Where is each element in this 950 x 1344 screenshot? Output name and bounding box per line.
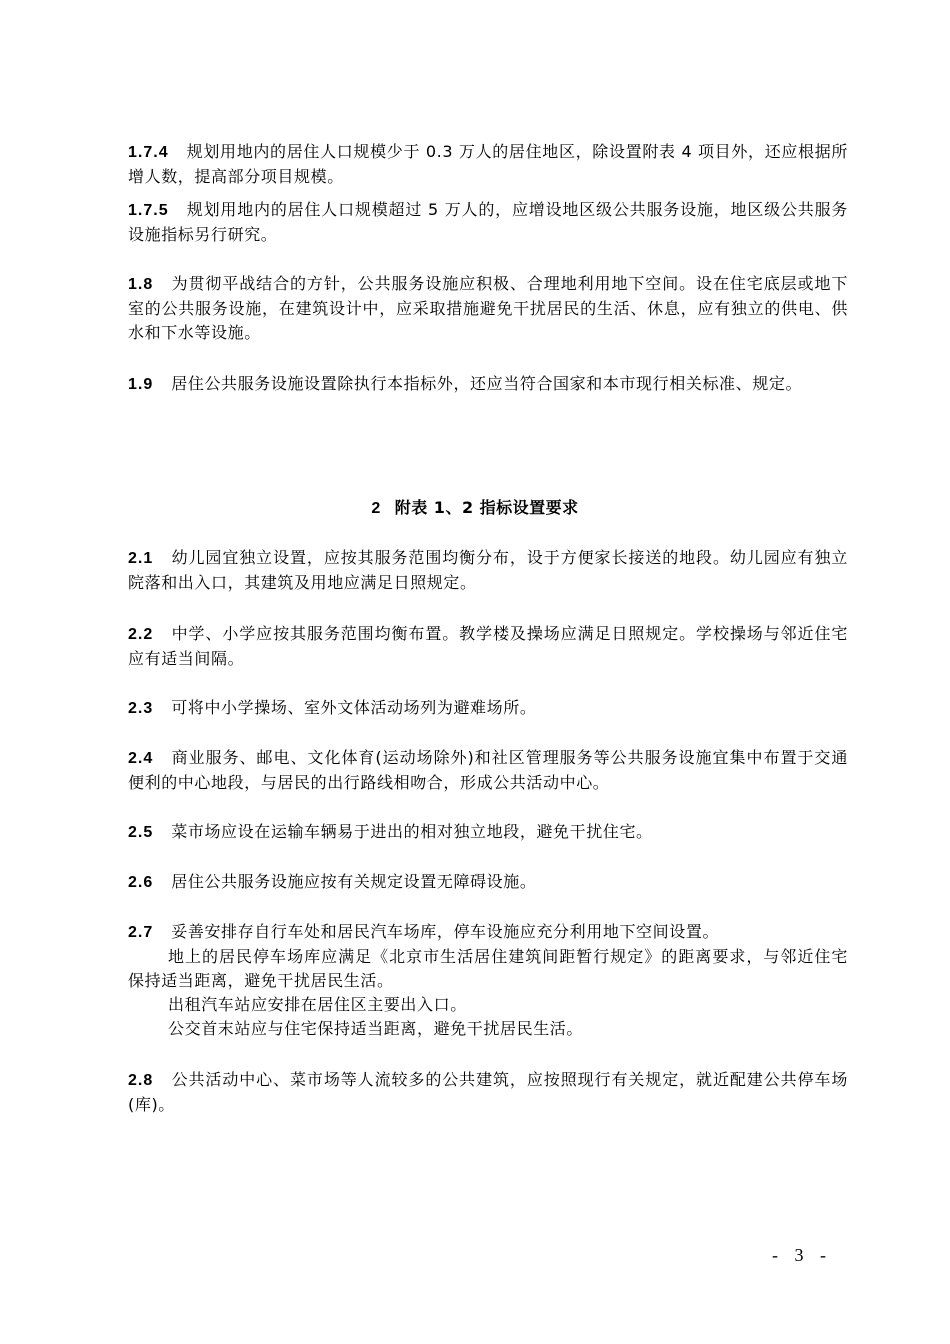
clause-number: 1.9 bbox=[128, 376, 154, 393]
clause-number: 2.4 bbox=[128, 750, 154, 767]
clause-1-7-4 bbox=[128, 140, 848, 189]
section-number: 2 bbox=[371, 500, 381, 517]
clause-number: 1.8 bbox=[128, 276, 154, 293]
clause-number: 2.5 bbox=[128, 824, 154, 841]
clause-text: 妥善安排存自行车处和居民汽车场库，停车设施应充分利用地下空间设置。 bbox=[171, 922, 720, 941]
clause-1-9 bbox=[128, 372, 848, 397]
clause-2-2 bbox=[128, 622, 848, 671]
clause-number: 2.1 bbox=[128, 550, 154, 567]
clause-number: 2.6 bbox=[128, 874, 154, 891]
clause-2-5 bbox=[128, 820, 848, 845]
section-heading bbox=[0, 496, 950, 521]
clause-number: 2.8 bbox=[128, 1072, 154, 1089]
clause-text: 中学、小学应按其服务范围均衡布置。教学楼及操场应满足日照规定。学校操场与邻近住宅应有适当间隔。 bbox=[128, 624, 848, 668]
clause-2-4 bbox=[128, 746, 848, 795]
clause-text: 商业服务、邮电、文化体育(运动场除外)和社区管理服务等公共服务设施宜集中布置于交通便利的中心地段，与居民的出行路线相吻合，形成公共活动中心。 bbox=[128, 748, 848, 792]
clause-number: 2.2 bbox=[128, 626, 154, 643]
clause-1-7-5 bbox=[128, 198, 848, 247]
clause-text: 居住公共服务设施应按有关规定设置无障碍设施。 bbox=[171, 872, 537, 891]
clause-text: 菜市场应设在运输车辆易于进出的相对独立地段，避免干扰住宅。 bbox=[171, 822, 653, 841]
clause-2-8 bbox=[128, 1068, 848, 1117]
page-number: - 3 - bbox=[772, 1245, 832, 1265]
clause-text: 可将中小学操场、室外文体活动场列为避难场所。 bbox=[171, 698, 537, 717]
clause-number: 1.7.4 bbox=[128, 144, 169, 161]
clause-2-7-line-2: 地上的居民停车场库应满足《北京市生活居住建筑间距暂行规定》的距离要求，与邻近住宅保持适当距离，避免干扰居民生活。 bbox=[128, 947, 848, 990]
clause-text: 规划用地内的居住人口规模少于 0.3 万人的居住地区，除设置附表 4 项目外，还应根据所增人数，提高部分项目规模。 bbox=[128, 142, 848, 186]
clause-2-6 bbox=[128, 870, 848, 895]
clause-text: 幼儿园宜独立设置，应按其服务范围均衡分布，设于方便家长接送的地段。幼儿园应有独立院落和出入口，其建筑及用地应满足日照规定。 bbox=[128, 548, 848, 592]
section-title: 附表 1、2 指标设置要求 bbox=[394, 498, 579, 517]
clause-text: 规划用地内的居住人口规模超过 5 万人的，应增设地区级公共服务设施，地区级公共服务设施指标另行研究。 bbox=[128, 200, 848, 244]
clause-text: 居住公共服务设施设置除执行本指标外，还应当符合国家和本市现行相关标准、规定。 bbox=[171, 374, 803, 393]
clause-2-7 bbox=[128, 920, 848, 1041]
clause-number: 1.7.5 bbox=[128, 202, 169, 219]
clause-2-3 bbox=[128, 696, 848, 721]
clause-number: 2.3 bbox=[128, 700, 154, 717]
clause-1-8 bbox=[128, 272, 848, 345]
clause-2-1 bbox=[128, 546, 848, 595]
clause-2-7-line-4: 公交首末站应与住宅保持适当距离，避免干扰居民生活。 bbox=[168, 1019, 584, 1038]
clause-number: 2.7 bbox=[128, 924, 154, 941]
clause-text: 为贯彻平战结合的方针，公共服务设施应积极、合理地利用地下空间。设在住宅底层或地下室的公共服务设施，在建筑设计中，应采取措施避免干扰居民的生活、休息，应有独立的供电、供水和下水等设施。 bbox=[128, 274, 848, 342]
clause-text: 公共活动中心、菜市场等人流较多的公共建筑，应按照现行有关规定，就近配建公共停车场(库)。 bbox=[128, 1070, 848, 1114]
clause-2-7-line-3: 出租汽车站应安排在居住区主要出入口。 bbox=[168, 995, 467, 1014]
